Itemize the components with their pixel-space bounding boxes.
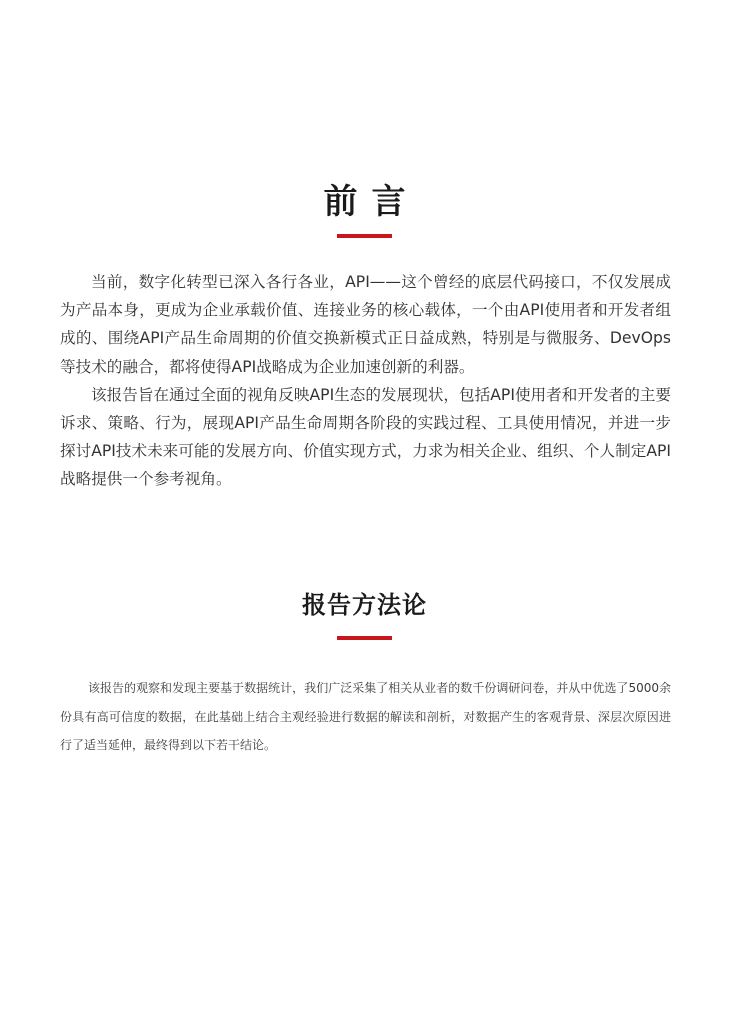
methodology-title: 报告方法论 — [302, 591, 427, 619]
methodology-title-underline — [337, 636, 392, 640]
preface-title-underline — [337, 234, 392, 238]
preface-paragraph-2: 该报告旨在通过全面的视角反映API生态的发展现状，包括API使用者和开发者的主要诉求、策略、行为，展现API产品生命周期各阶段的实践过程、工具使用情况，并进一步探讨API技术未来可能的发展方向、价值实现方式，力求为相关企业、组织、个人制定API战略提供一个参考视角。 — [60, 385, 671, 489]
preface-paragraph-1: 当前，数字化转型已深入各行各业，API——这个曾经的底层代码接口，不仅发展成为产品本身，更成为企业承载价值、连接业务的核心载体，一个由API使用者和开发者组成的、围绕API产品生命周期的价值交换新模式正日益成熟，特别是与微服务、DevOps等技术的融合，都将使得API战略成为企业加速创新的利器。 — [60, 273, 671, 376]
methodology-paragraph-1: 该报告的观察和发现主要基于数据统计，我们广泛采集了相关从业者的数千份调研问卷，并从中优选了5000余份具有高可信度的数据，在此基础上结合主观经验进行数据的解读和剖析，对数据产生的客观背景、深层次原因进行了适当延伸，最终得到以下若干结论。 — [60, 681, 671, 752]
preface-title: 前言 — [323, 182, 420, 222]
preface-body — [60, 268, 671, 494]
methodology-body — [60, 674, 671, 760]
